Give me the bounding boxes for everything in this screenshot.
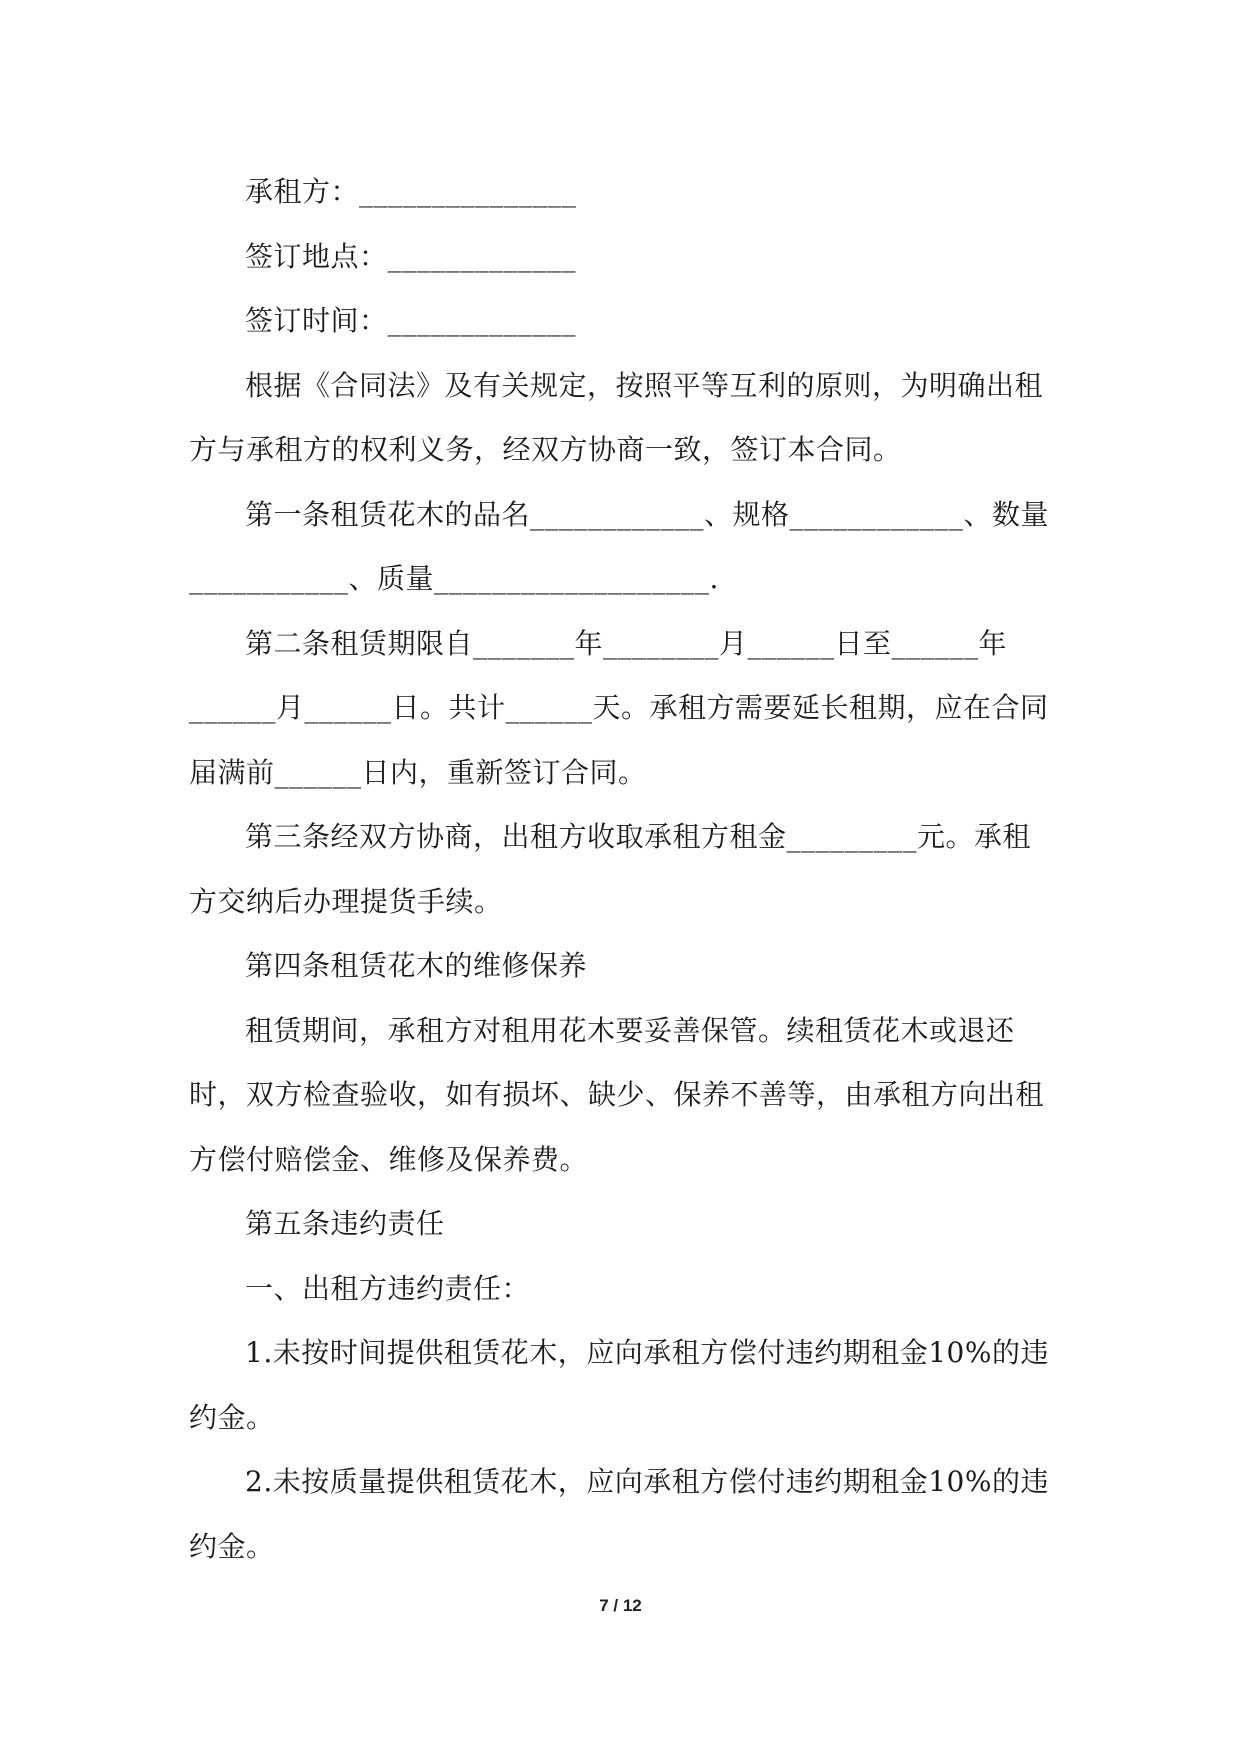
article-3-paragraph: 第三条经双方协商，出租方收取承租方租金_________元。承租方交纳后办理提货手续。 [189,820,1032,918]
liability-item-2: 2.未按质量提供租赁花木，应向承租方偿付违约期租金10%的违约金。 [189,1465,1049,1563]
lessee-field: 承租方：_______________ [245,175,577,208]
article-4-paragraph: 租赁期间，承租方对租用花木要妥善保管。续租赁花木或退还时，双方检查验收，如有损坏、缺少、保养不善等，由承租方向出租方偿付赔偿金、维修及保养费。 [189,1013,1045,1176]
article-1-paragraph: 第一条租赁花木的品名____________、规格____________、数量___________、质量___________________. [189,497,1050,595]
document-body [189,160,1059,1579]
preamble-paragraph: 根据《合同法》及有关规定，按照平等互利的原则，为明确出租方与承租方的权利义务，经双方协商一致，签订本合同。 [189,368,1044,466]
article-4-heading: 第四条租赁花木的维修保养 [245,949,588,982]
page-number: 7 / 12 [599,1596,642,1615]
article-2-paragraph: 第二条租赁期限自_______年________月______日至______年______月______日。共计______天。承租方需要延长租期，应在合同届满前______日内，重新签订合同。 [189,626,1049,789]
lessor-liability-heading: 一、出租方违约责任： [245,1271,531,1305]
signing-time-field: 签订时间：_____________ [245,304,577,337]
signing-place-field: 签订地点：_____________ [245,239,577,273]
article-5-heading: 第五条违约责任 [245,1207,445,1240]
liability-item-1: 1.未按时间提供租赁花木，应向承租方偿付违约期租金10%的违约金。 [189,1336,1049,1434]
